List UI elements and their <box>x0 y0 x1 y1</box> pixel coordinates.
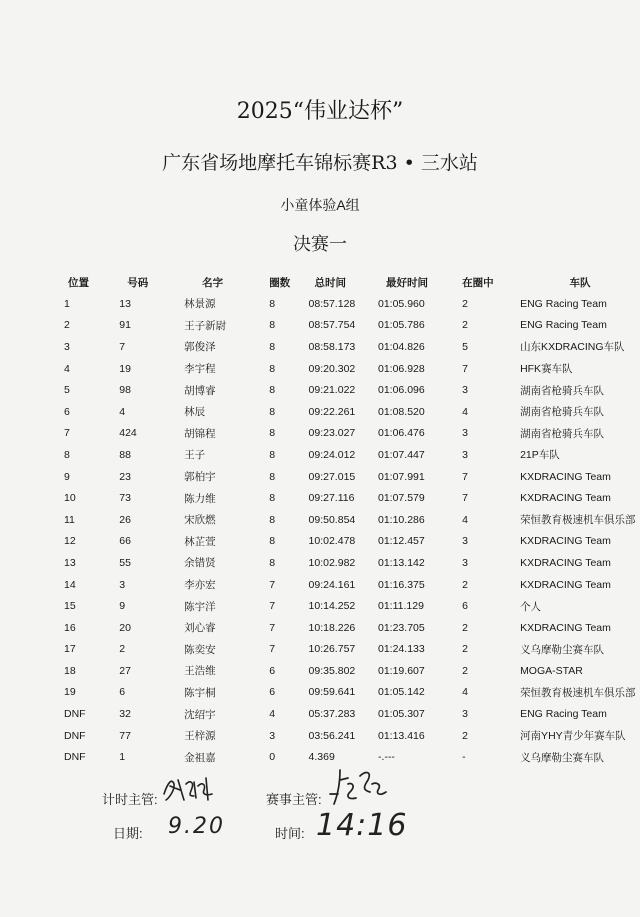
cell-laps: 8 <box>269 513 276 526</box>
cell-total-time: 10:02.478 <box>308 535 356 548</box>
championship-title: 广东省场地摩托车锦标赛R3 • 三水站 <box>162 152 478 174</box>
cell-position: 19 <box>64 686 76 699</box>
table-row <box>56 639 640 661</box>
table-row <box>56 703 640 725</box>
cell-best-time: 01:05.307 <box>378 708 425 721</box>
cell-position: 6 <box>64 405 70 418</box>
table-row <box>56 401 640 423</box>
table-row <box>56 531 640 553</box>
cell-team: KXDRACING Team <box>520 470 611 483</box>
col-name: 名字 <box>202 276 224 289</box>
col-best-time: 最好时间 <box>386 276 428 289</box>
cell-laps: 0 <box>269 751 276 764</box>
cell-position: 9 <box>64 470 70 483</box>
cell-best-time: 01:06.928 <box>378 362 425 375</box>
cell-best-time: 01:06.096 <box>378 384 425 397</box>
cell-total-time: 10:18.226 <box>308 621 356 634</box>
cell-name: 王梓源 <box>184 730 216 743</box>
cell-laps: 8 <box>269 362 276 375</box>
cell-name: 余错贤 <box>184 557 216 570</box>
table-row <box>56 466 640 488</box>
cell-laps: 7 <box>269 621 276 634</box>
cell-best-time: 01:05.960 <box>378 297 425 310</box>
cell-best-time: 01:19.607 <box>378 664 425 677</box>
cell-total-time: 05:37.283 <box>308 708 356 721</box>
cell-best-time: 01:04.826 <box>378 340 425 353</box>
cell-number: 26 <box>119 513 131 526</box>
cell-best-time: 01:11.129 <box>378 600 424 613</box>
cell-total-time: 4.369 <box>308 751 335 764</box>
cell-name: 林景源 <box>184 298 216 311</box>
session-title: 决赛一 <box>293 234 347 255</box>
cell-in-lap: 2 <box>462 643 468 656</box>
cell-number: 23 <box>119 470 131 483</box>
col-team: 车队 <box>569 276 591 289</box>
table-row <box>56 315 640 337</box>
table-row <box>56 487 640 509</box>
cell-position: 5 <box>64 384 70 397</box>
cell-best-time: 01:05.786 <box>378 319 425 332</box>
cell-name: 陈宇桐 <box>184 686 216 699</box>
cell-in-lap: 7 <box>462 362 468 375</box>
cell-name: 刘心睿 <box>184 622 216 635</box>
cell-position: 2 <box>64 319 70 332</box>
cell-position: DNF <box>64 751 86 764</box>
cell-name: 陈宇洋 <box>184 600 216 613</box>
cell-total-time: 09:50.854 <box>308 513 356 526</box>
cell-in-lap: 4 <box>462 405 468 418</box>
cell-in-lap: 2 <box>462 664 468 677</box>
cell-number: 66 <box>119 535 131 548</box>
cell-total-time: 09:27.116 <box>308 492 355 505</box>
cell-name: 王子新尉 <box>184 319 227 332</box>
cell-total-time: 09:59.641 <box>308 686 356 699</box>
cell-position: 11 <box>64 513 75 526</box>
cell-laps: 6 <box>269 686 276 699</box>
table-row <box>56 509 640 531</box>
time-value: 14:16 <box>316 808 408 843</box>
cell-best-time: 01:08.520 <box>378 405 425 418</box>
cell-name: 陈力维 <box>184 492 216 505</box>
cell-laps: 6 <box>269 664 276 677</box>
cell-in-lap: 3 <box>462 556 468 569</box>
cell-laps: 8 <box>269 297 276 310</box>
cell-name: 胡博睿 <box>184 384 216 397</box>
cell-laps: 8 <box>269 427 276 440</box>
cell-best-time: 01:05.142 <box>378 686 425 699</box>
cell-laps: 8 <box>269 535 276 548</box>
table-row <box>56 552 640 574</box>
cell-in-lap: 2 <box>462 578 468 591</box>
class-name: 小童体验A组 <box>280 197 360 213</box>
cell-total-time: 09:20.302 <box>308 362 356 375</box>
cell-laps: 8 <box>269 492 276 505</box>
cell-position: 1 <box>64 297 70 310</box>
cell-name: 王子 <box>184 449 206 462</box>
cell-total-time: 08:57.754 <box>308 319 356 332</box>
cell-best-time: 01:06.476 <box>378 427 425 440</box>
cell-total-time: 08:58.173 <box>308 340 356 353</box>
table-row <box>56 423 640 445</box>
table-row <box>56 358 640 380</box>
cell-position: 14 <box>64 578 76 591</box>
cell-total-time: 08:57.128 <box>308 297 356 310</box>
cell-number: 20 <box>119 621 131 634</box>
table-row <box>56 617 640 639</box>
cell-name: 胡锦程 <box>184 427 216 440</box>
cell-position: 13 <box>64 556 76 569</box>
cell-in-lap: 2 <box>462 729 468 742</box>
cell-laps: 7 <box>269 600 276 613</box>
cell-in-lap: 3 <box>462 427 468 440</box>
cell-total-time: 03:56.241 <box>308 729 356 742</box>
cell-laps: 8 <box>269 448 276 461</box>
col-laps: 圈数 <box>269 276 291 289</box>
cell-best-time: -.--- <box>378 751 395 764</box>
cell-position: 10 <box>64 492 76 505</box>
cell-total-time: 09:21.022 <box>308 384 356 397</box>
cell-total-time: 09:24.161 <box>308 578 356 591</box>
cell-name: 李亦宏 <box>184 579 216 592</box>
cell-team: ENG Racing Team <box>520 297 607 310</box>
cell-number: 3 <box>119 578 126 591</box>
cell-number: 424 <box>119 427 137 440</box>
cell-team: 河南YHY青少年赛车队 <box>520 730 626 743</box>
table-row <box>56 595 640 617</box>
cell-position: 4 <box>64 362 70 375</box>
table-row <box>56 336 640 358</box>
cell-laps: 8 <box>269 319 276 332</box>
cell-number: 19 <box>119 362 131 375</box>
col-in-lap: 在圈中 <box>462 276 494 289</box>
cell-team: ENG Racing Team <box>520 319 607 332</box>
timing-chief-label: 计时主管: <box>102 792 158 807</box>
col-position: 位置 <box>68 276 89 289</box>
cell-position: 12 <box>64 535 76 548</box>
cell-in-lap: 5 <box>462 340 468 353</box>
cell-team: KXDRACING Team <box>520 492 611 505</box>
cell-best-time: 01:13.416 <box>378 729 425 742</box>
cell-number: 88 <box>119 448 131 461</box>
cell-total-time: 10:14.252 <box>308 600 356 613</box>
cell-total-time: 10:26.757 <box>308 643 356 656</box>
cell-team: KXDRACING Team <box>520 535 611 548</box>
cell-team: HFK赛车队 <box>520 363 573 376</box>
table-row <box>56 660 640 682</box>
cell-in-lap: 4 <box>462 686 468 699</box>
table-row <box>56 379 640 401</box>
cell-best-time: 01:07.447 <box>378 448 425 461</box>
cell-in-lap: 6 <box>462 600 468 613</box>
cell-team: KXDRACING Team <box>520 556 611 569</box>
cell-team: MOGA-STAR <box>520 664 583 677</box>
cell-name: 林芷萱 <box>184 535 216 548</box>
cell-name: 沈绍宇 <box>184 708 216 721</box>
cell-total-time: 10:02.982 <box>308 556 356 569</box>
cell-number: 7 <box>119 340 126 353</box>
cell-name: 李宇程 <box>184 363 216 376</box>
cell-number: 55 <box>119 556 131 569</box>
cell-in-lap: 3 <box>462 535 468 548</box>
cell-in-lap: 2 <box>462 621 468 634</box>
table-row <box>56 725 640 747</box>
cell-team: 荣恒教育极速机车俱乐部 <box>520 514 636 527</box>
cell-position: DNF <box>64 708 86 721</box>
race-director-signature <box>326 764 392 810</box>
cell-best-time: 01:12.457 <box>378 535 425 548</box>
cell-laps: 8 <box>269 556 276 569</box>
cell-in-lap: 3 <box>462 448 468 461</box>
cell-number: 77 <box>119 729 131 742</box>
cell-best-time: 01:13.142 <box>378 556 425 569</box>
date-label: 日期: <box>113 826 143 841</box>
cell-team: 个人 <box>520 600 542 613</box>
cell-number: 13 <box>119 297 131 310</box>
cell-laps: 7 <box>269 643 276 656</box>
cell-in-lap: 2 <box>462 319 468 332</box>
cell-name: 郭俊泽 <box>184 341 216 354</box>
cell-number: 1 <box>119 751 126 764</box>
results-table <box>56 271 640 768</box>
cell-best-time: 01:10.286 <box>378 513 425 526</box>
cell-number: 32 <box>119 708 131 721</box>
table-row <box>56 293 640 315</box>
cell-in-lap: 7 <box>462 470 468 483</box>
cell-name: 宋欣燃 <box>184 514 216 527</box>
table-row <box>56 682 640 704</box>
cell-total-time: 09:23.027 <box>308 427 356 440</box>
cell-best-time: 01:23.705 <box>378 621 425 634</box>
cell-name: 金祖嘉 <box>184 751 216 764</box>
cell-position: 3 <box>64 340 70 353</box>
cell-best-time: 01:07.579 <box>378 492 425 505</box>
cell-in-lap: - <box>462 751 466 764</box>
cell-total-time: 09:27.015 <box>308 470 356 483</box>
cell-name: 郭柏宇 <box>184 471 216 484</box>
table-row <box>56 444 640 466</box>
cell-laps: 8 <box>269 384 276 397</box>
cell-number: 91 <box>119 319 131 332</box>
cell-total-time: 09:22.261 <box>308 405 356 418</box>
cell-laps: 7 <box>269 578 276 591</box>
col-number: 号码 <box>127 276 149 289</box>
cell-team: 湖南省枪骑兵车队 <box>520 406 605 419</box>
cell-team: 21P车队 <box>520 449 560 462</box>
table-header-row <box>56 271 640 293</box>
cell-position: 15 <box>64 600 76 613</box>
cell-position: 17 <box>64 643 76 656</box>
cell-team: KXDRACING Team <box>520 621 611 634</box>
cell-position: 7 <box>64 427 70 440</box>
cell-laps: 8 <box>269 405 276 418</box>
cell-total-time: 09:24.012 <box>308 448 356 461</box>
cell-number: 6 <box>119 686 126 699</box>
cell-laps: 4 <box>269 708 276 721</box>
cell-best-time: 01:07.991 <box>378 470 425 483</box>
cell-total-time: 09:35.802 <box>308 664 356 677</box>
cell-team: 湖南省枪骑兵车队 <box>520 427 605 440</box>
race-director-label: 赛事主管: <box>266 792 322 807</box>
cell-position: DNF <box>64 729 86 742</box>
cell-team: 湖南省枪骑兵车队 <box>520 384 605 397</box>
cell-team: KXDRACING Team <box>520 578 611 591</box>
cell-number: 2 <box>119 643 126 656</box>
cell-laps: 3 <box>269 729 276 742</box>
cell-in-lap: 4 <box>462 513 468 526</box>
cell-team: 山东KXDRACING车队 <box>520 341 625 354</box>
cell-number: 73 <box>119 492 131 505</box>
timing-chief-signature <box>160 772 220 806</box>
cell-number: 9 <box>119 600 126 613</box>
cell-best-time: 01:24.133 <box>378 643 425 656</box>
date-value: 9.20 <box>168 814 225 839</box>
cell-in-lap: 2 <box>462 297 468 310</box>
cell-team: ENG Racing Team <box>520 708 607 721</box>
cell-in-lap: 7 <box>462 492 468 505</box>
cell-name: 王浩维 <box>184 665 216 678</box>
cell-laps: 8 <box>269 340 276 353</box>
cell-number: 27 <box>119 664 131 677</box>
cell-number: 4 <box>119 405 126 418</box>
cell-position: 18 <box>64 664 76 677</box>
time-label: 时间: <box>275 826 305 841</box>
cell-team: 荣恒教育极速机车俱乐部 <box>520 686 636 699</box>
col-total-time: 总时间 <box>314 276 347 289</box>
cell-number: 98 <box>119 384 131 397</box>
table-row <box>56 574 640 596</box>
cell-in-lap: 3 <box>462 384 468 397</box>
cell-team: 义乌摩勒尘赛车队 <box>520 643 605 656</box>
cell-name: 林辰 <box>184 406 206 419</box>
cell-name: 陈奕安 <box>184 643 216 656</box>
event-title: 2025“伟业达杯” <box>236 99 404 124</box>
cell-position: 8 <box>64 448 70 461</box>
cell-position: 16 <box>64 621 76 634</box>
cell-best-time: 01:16.375 <box>378 578 425 591</box>
cell-in-lap: 3 <box>462 708 468 721</box>
cell-team: 义乌摩勒尘赛车队 <box>520 751 605 764</box>
cell-laps: 8 <box>269 470 276 483</box>
